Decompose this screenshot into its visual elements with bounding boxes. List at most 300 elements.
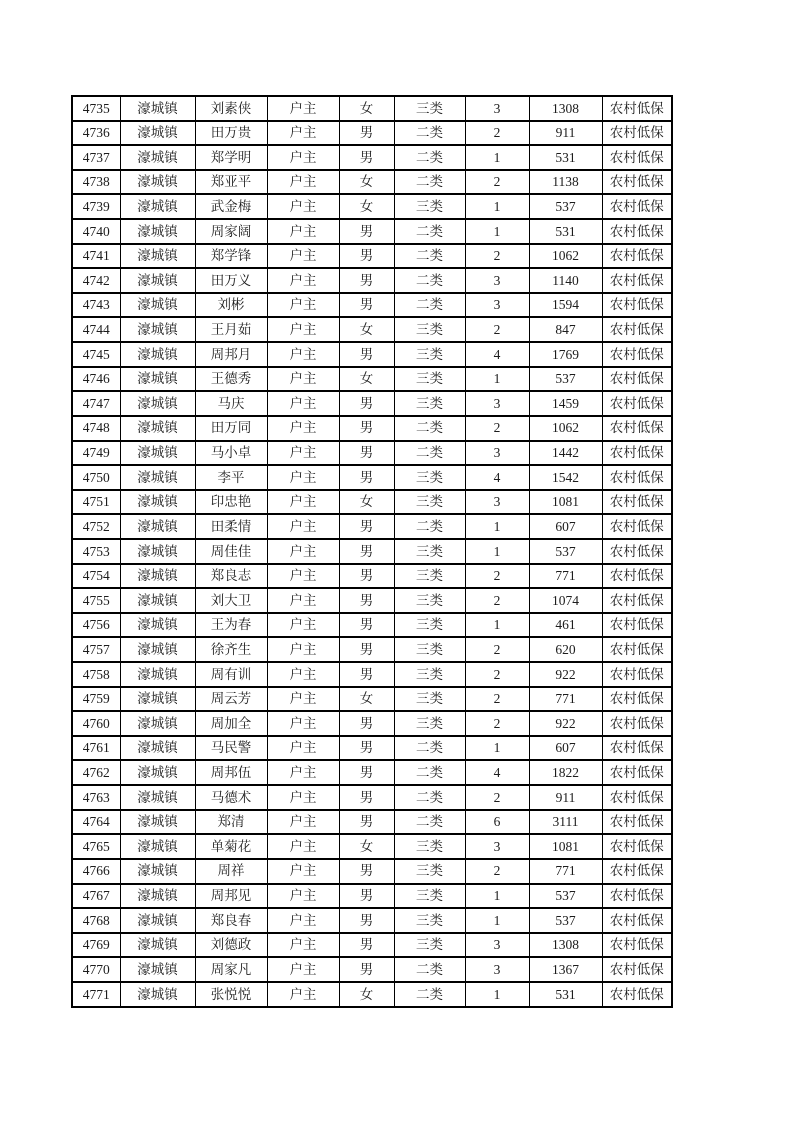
cell-household-size: 2 xyxy=(465,785,529,810)
cell-category: 二类 xyxy=(394,145,465,170)
cell-household-size: 2 xyxy=(465,170,529,195)
cell-town: 濠城镇 xyxy=(120,121,195,146)
cell-benefit-type: 农村低保 xyxy=(602,736,672,761)
cell-gender: 男 xyxy=(339,933,394,958)
cell-household-size: 2 xyxy=(465,244,529,269)
cell-household-size: 1 xyxy=(465,736,529,761)
cell-benefit-type: 农村低保 xyxy=(602,441,672,466)
cell-amount: 620 xyxy=(529,637,602,662)
cell-person-name: 郑学明 xyxy=(195,145,267,170)
cell-gender: 男 xyxy=(339,564,394,589)
cell-gender: 男 xyxy=(339,145,394,170)
cell-person-name: 李平 xyxy=(195,465,267,490)
table-row xyxy=(72,194,672,219)
cell-town: 濠城镇 xyxy=(120,933,195,958)
cell-town: 濠城镇 xyxy=(120,490,195,515)
cell-town: 濠城镇 xyxy=(120,884,195,909)
cell-category: 二类 xyxy=(394,760,465,785)
cell-person-name: 刘大卫 xyxy=(195,588,267,613)
cell-person-name: 王月茹 xyxy=(195,317,267,342)
cell-amount: 537 xyxy=(529,539,602,564)
cell-household-size: 2 xyxy=(465,662,529,687)
cell-person-name: 周有训 xyxy=(195,662,267,687)
cell-amount: 537 xyxy=(529,194,602,219)
cell-town: 濠城镇 xyxy=(120,736,195,761)
cell-gender: 男 xyxy=(339,268,394,293)
cell-category: 二类 xyxy=(394,219,465,244)
cell-serial-number: 4759 xyxy=(72,687,120,712)
cell-gender: 男 xyxy=(339,908,394,933)
table-row xyxy=(72,687,672,712)
cell-category: 二类 xyxy=(394,170,465,195)
cell-household-relation: 户主 xyxy=(267,317,339,342)
cell-serial-number: 4735 xyxy=(72,96,120,121)
cell-amount: 1769 xyxy=(529,342,602,367)
cell-person-name: 马民警 xyxy=(195,736,267,761)
cell-serial-number: 4737 xyxy=(72,145,120,170)
cell-category: 二类 xyxy=(394,293,465,318)
cell-person-name: 单菊花 xyxy=(195,834,267,859)
cell-amount: 1442 xyxy=(529,441,602,466)
cell-household-size: 2 xyxy=(465,588,529,613)
cell-amount: 911 xyxy=(529,121,602,146)
table-row xyxy=(72,957,672,982)
cell-gender: 女 xyxy=(339,170,394,195)
cell-household-relation: 户主 xyxy=(267,465,339,490)
cell-amount: 1308 xyxy=(529,96,602,121)
cell-amount: 537 xyxy=(529,884,602,909)
table-row xyxy=(72,810,672,835)
cell-benefit-type: 农村低保 xyxy=(602,121,672,146)
cell-town: 濠城镇 xyxy=(120,145,195,170)
cell-serial-number: 4761 xyxy=(72,736,120,761)
cell-household-relation: 户主 xyxy=(267,145,339,170)
cell-amount: 1822 xyxy=(529,760,602,785)
cell-town: 濠城镇 xyxy=(120,96,195,121)
cell-household-size: 2 xyxy=(465,121,529,146)
table-row xyxy=(72,785,672,810)
cell-person-name: 刘素侠 xyxy=(195,96,267,121)
cell-person-name: 田万义 xyxy=(195,268,267,293)
cell-household-size: 3 xyxy=(465,933,529,958)
cell-gender: 男 xyxy=(339,810,394,835)
cell-gender: 男 xyxy=(339,785,394,810)
cell-serial-number: 4771 xyxy=(72,982,120,1007)
cell-amount: 1062 xyxy=(529,416,602,441)
cell-amount: 1081 xyxy=(529,834,602,859)
cell-household-size: 2 xyxy=(465,687,529,712)
cell-category: 二类 xyxy=(394,982,465,1007)
table-row xyxy=(72,170,672,195)
cell-gender: 男 xyxy=(339,514,394,539)
cell-household-relation: 户主 xyxy=(267,982,339,1007)
cell-gender: 男 xyxy=(339,637,394,662)
cell-town: 濠城镇 xyxy=(120,293,195,318)
cell-amount: 771 xyxy=(529,564,602,589)
table-row xyxy=(72,96,672,121)
cell-category: 三类 xyxy=(394,711,465,736)
table-row xyxy=(72,367,672,392)
cell-category: 二类 xyxy=(394,785,465,810)
cell-gender: 女 xyxy=(339,982,394,1007)
cell-category: 二类 xyxy=(394,268,465,293)
cell-household-size: 3 xyxy=(465,490,529,515)
cell-gender: 女 xyxy=(339,834,394,859)
table-row xyxy=(72,662,672,687)
cell-household-relation: 户主 xyxy=(267,268,339,293)
cell-serial-number: 4769 xyxy=(72,933,120,958)
cell-household-size: 6 xyxy=(465,810,529,835)
cell-person-name: 郑学锋 xyxy=(195,244,267,269)
cell-household-size: 1 xyxy=(465,194,529,219)
cell-gender: 男 xyxy=(339,588,394,613)
cell-benefit-type: 农村低保 xyxy=(602,957,672,982)
cell-amount: 1542 xyxy=(529,465,602,490)
cell-town: 濠城镇 xyxy=(120,317,195,342)
cell-person-name: 刘德政 xyxy=(195,933,267,958)
table-row xyxy=(72,637,672,662)
cell-person-name: 武金梅 xyxy=(195,194,267,219)
cell-amount: 1138 xyxy=(529,170,602,195)
cell-gender: 男 xyxy=(339,662,394,687)
cell-town: 濠城镇 xyxy=(120,760,195,785)
cell-serial-number: 4768 xyxy=(72,908,120,933)
cell-person-name: 周加全 xyxy=(195,711,267,736)
cell-category: 三类 xyxy=(394,391,465,416)
cell-person-name: 郑清 xyxy=(195,810,267,835)
cell-category: 三类 xyxy=(394,96,465,121)
cell-household-size: 3 xyxy=(465,441,529,466)
cell-category: 三类 xyxy=(394,539,465,564)
cell-household-size: 1 xyxy=(465,219,529,244)
cell-person-name: 田柔情 xyxy=(195,514,267,539)
cell-person-name: 周家阔 xyxy=(195,219,267,244)
cell-town: 濠城镇 xyxy=(120,785,195,810)
cell-household-relation: 户主 xyxy=(267,736,339,761)
cell-category: 三类 xyxy=(394,933,465,958)
cell-amount: 1367 xyxy=(529,957,602,982)
cell-household-relation: 户主 xyxy=(267,588,339,613)
cell-household-relation: 户主 xyxy=(267,342,339,367)
table-row xyxy=(72,244,672,269)
cell-serial-number: 4744 xyxy=(72,317,120,342)
cell-amount: 461 xyxy=(529,613,602,638)
cell-amount: 1308 xyxy=(529,933,602,958)
cell-person-name: 郑良春 xyxy=(195,908,267,933)
cell-amount: 537 xyxy=(529,367,602,392)
cell-serial-number: 4741 xyxy=(72,244,120,269)
cell-household-relation: 户主 xyxy=(267,908,339,933)
cell-town: 濠城镇 xyxy=(120,687,195,712)
cell-gender: 男 xyxy=(339,884,394,909)
table-row xyxy=(72,760,672,785)
cell-benefit-type: 农村低保 xyxy=(602,391,672,416)
cell-benefit-type: 农村低保 xyxy=(602,564,672,589)
cell-category: 二类 xyxy=(394,736,465,761)
cell-serial-number: 4766 xyxy=(72,859,120,884)
cell-benefit-type: 农村低保 xyxy=(602,613,672,638)
table-row xyxy=(72,564,672,589)
cell-household-relation: 户主 xyxy=(267,170,339,195)
cell-amount: 1081 xyxy=(529,490,602,515)
cell-household-relation: 户主 xyxy=(267,96,339,121)
cell-person-name: 周家凡 xyxy=(195,957,267,982)
cell-household-relation: 户主 xyxy=(267,711,339,736)
cell-town: 濠城镇 xyxy=(120,588,195,613)
cell-serial-number: 4750 xyxy=(72,465,120,490)
cell-person-name: 徐齐生 xyxy=(195,637,267,662)
cell-serial-number: 4762 xyxy=(72,760,120,785)
cell-gender: 男 xyxy=(339,293,394,318)
cell-serial-number: 4738 xyxy=(72,170,120,195)
cell-household-relation: 户主 xyxy=(267,514,339,539)
cell-household-relation: 户主 xyxy=(267,244,339,269)
cell-serial-number: 4747 xyxy=(72,391,120,416)
table-row xyxy=(72,465,672,490)
cell-benefit-type: 农村低保 xyxy=(602,514,672,539)
cell-serial-number: 4767 xyxy=(72,884,120,909)
cell-person-name: 田万同 xyxy=(195,416,267,441)
cell-benefit-type: 农村低保 xyxy=(602,933,672,958)
cell-benefit-type: 农村低保 xyxy=(602,637,672,662)
cell-gender: 男 xyxy=(339,219,394,244)
cell-gender: 男 xyxy=(339,957,394,982)
cell-town: 濠城镇 xyxy=(120,219,195,244)
table-row xyxy=(72,539,672,564)
cell-household-size: 2 xyxy=(465,416,529,441)
cell-benefit-type: 农村低保 xyxy=(602,416,672,441)
cell-serial-number: 4745 xyxy=(72,342,120,367)
cell-amount: 531 xyxy=(529,982,602,1007)
table-row xyxy=(72,711,672,736)
cell-benefit-type: 农村低保 xyxy=(602,490,672,515)
cell-household-relation: 户主 xyxy=(267,785,339,810)
cell-town: 濠城镇 xyxy=(120,662,195,687)
cell-benefit-type: 农村低保 xyxy=(602,317,672,342)
cell-serial-number: 4765 xyxy=(72,834,120,859)
cell-town: 濠城镇 xyxy=(120,514,195,539)
cell-category: 三类 xyxy=(394,465,465,490)
table-row xyxy=(72,982,672,1007)
cell-household-size: 1 xyxy=(465,613,529,638)
cell-town: 濠城镇 xyxy=(120,170,195,195)
cell-amount: 531 xyxy=(529,145,602,170)
cell-household-size: 3 xyxy=(465,834,529,859)
cell-person-name: 刘彬 xyxy=(195,293,267,318)
cell-gender: 男 xyxy=(339,736,394,761)
table-row xyxy=(72,884,672,909)
cell-person-name: 张悦悦 xyxy=(195,982,267,1007)
cell-person-name: 周佳佳 xyxy=(195,539,267,564)
cell-person-name: 马小卓 xyxy=(195,441,267,466)
cell-amount: 3111 xyxy=(529,810,602,835)
cell-category: 二类 xyxy=(394,514,465,539)
cell-town: 濠城镇 xyxy=(120,637,195,662)
cell-person-name: 郑良志 xyxy=(195,564,267,589)
cell-household-size: 1 xyxy=(465,367,529,392)
cell-serial-number: 4757 xyxy=(72,637,120,662)
cell-household-size: 3 xyxy=(465,957,529,982)
cell-person-name: 王德秀 xyxy=(195,367,267,392)
cell-category: 三类 xyxy=(394,687,465,712)
cell-benefit-type: 农村低保 xyxy=(602,170,672,195)
table-row xyxy=(72,391,672,416)
table-row xyxy=(72,145,672,170)
cell-town: 濠城镇 xyxy=(120,367,195,392)
cell-town: 濠城镇 xyxy=(120,194,195,219)
cell-category: 三类 xyxy=(394,367,465,392)
cell-serial-number: 4770 xyxy=(72,957,120,982)
cell-household-relation: 户主 xyxy=(267,834,339,859)
cell-household-size: 3 xyxy=(465,268,529,293)
cell-gender: 男 xyxy=(339,711,394,736)
cell-household-size: 2 xyxy=(465,317,529,342)
cell-benefit-type: 农村低保 xyxy=(602,367,672,392)
cell-household-size: 1 xyxy=(465,514,529,539)
cell-town: 濠城镇 xyxy=(120,908,195,933)
table-row xyxy=(72,219,672,244)
cell-town: 濠城镇 xyxy=(120,342,195,367)
table-row xyxy=(72,416,672,441)
cell-household-size: 1 xyxy=(465,145,529,170)
cell-category: 二类 xyxy=(394,957,465,982)
cell-household-relation: 户主 xyxy=(267,490,339,515)
cell-benefit-type: 农村低保 xyxy=(602,219,672,244)
cell-serial-number: 4751 xyxy=(72,490,120,515)
cell-household-relation: 户主 xyxy=(267,367,339,392)
cell-serial-number: 4746 xyxy=(72,367,120,392)
cell-person-name: 周云芳 xyxy=(195,687,267,712)
cell-serial-number: 4763 xyxy=(72,785,120,810)
cell-benefit-type: 农村低保 xyxy=(602,908,672,933)
cell-serial-number: 4764 xyxy=(72,810,120,835)
cell-benefit-type: 农村低保 xyxy=(602,342,672,367)
cell-household-relation: 户主 xyxy=(267,293,339,318)
cell-category: 三类 xyxy=(394,884,465,909)
cell-benefit-type: 农村低保 xyxy=(602,884,672,909)
cell-serial-number: 4742 xyxy=(72,268,120,293)
cell-category: 三类 xyxy=(394,859,465,884)
cell-serial-number: 4736 xyxy=(72,121,120,146)
cell-benefit-type: 农村低保 xyxy=(602,96,672,121)
cell-town: 濠城镇 xyxy=(120,465,195,490)
cell-town: 濠城镇 xyxy=(120,539,195,564)
cell-category: 二类 xyxy=(394,441,465,466)
cell-category: 三类 xyxy=(394,342,465,367)
cell-household-relation: 户主 xyxy=(267,194,339,219)
cell-household-size: 1 xyxy=(465,884,529,909)
cell-household-relation: 户主 xyxy=(267,859,339,884)
cell-household-relation: 户主 xyxy=(267,957,339,982)
cell-category: 三类 xyxy=(394,834,465,859)
cell-benefit-type: 农村低保 xyxy=(602,244,672,269)
cell-amount: 771 xyxy=(529,687,602,712)
table-row xyxy=(72,268,672,293)
cell-category: 三类 xyxy=(394,613,465,638)
table-row xyxy=(72,317,672,342)
table-row xyxy=(72,293,672,318)
table-row xyxy=(72,736,672,761)
cell-town: 濠城镇 xyxy=(120,613,195,638)
cell-town: 濠城镇 xyxy=(120,957,195,982)
cell-amount: 607 xyxy=(529,736,602,761)
table-row xyxy=(72,613,672,638)
cell-benefit-type: 农村低保 xyxy=(602,662,672,687)
cell-household-size: 2 xyxy=(465,859,529,884)
cell-category: 二类 xyxy=(394,416,465,441)
table-row xyxy=(72,342,672,367)
cell-household-size: 4 xyxy=(465,760,529,785)
cell-category: 三类 xyxy=(394,564,465,589)
cell-household-relation: 户主 xyxy=(267,662,339,687)
cell-benefit-type: 农村低保 xyxy=(602,834,672,859)
cell-household-relation: 户主 xyxy=(267,760,339,785)
cell-household-size: 1 xyxy=(465,539,529,564)
cell-household-relation: 户主 xyxy=(267,933,339,958)
benefits-roster-table xyxy=(71,95,673,1008)
cell-gender: 男 xyxy=(339,760,394,785)
cell-person-name: 田万贵 xyxy=(195,121,267,146)
cell-serial-number: 4752 xyxy=(72,514,120,539)
cell-serial-number: 4755 xyxy=(72,588,120,613)
cell-household-size: 2 xyxy=(465,637,529,662)
cell-person-name: 周邦伍 xyxy=(195,760,267,785)
cell-household-size: 2 xyxy=(465,711,529,736)
cell-category: 二类 xyxy=(394,121,465,146)
cell-gender: 男 xyxy=(339,539,394,564)
cell-benefit-type: 农村低保 xyxy=(602,293,672,318)
cell-gender: 女 xyxy=(339,194,394,219)
cell-gender: 女 xyxy=(339,96,394,121)
cell-amount: 847 xyxy=(529,317,602,342)
cell-household-size: 3 xyxy=(465,391,529,416)
cell-household-size: 2 xyxy=(465,564,529,589)
cell-amount: 922 xyxy=(529,711,602,736)
cell-gender: 男 xyxy=(339,244,394,269)
cell-amount: 1062 xyxy=(529,244,602,269)
cell-serial-number: 4760 xyxy=(72,711,120,736)
cell-gender: 男 xyxy=(339,465,394,490)
table-row xyxy=(72,490,672,515)
cell-person-name: 印忠艳 xyxy=(195,490,267,515)
cell-person-name: 郑亚平 xyxy=(195,170,267,195)
cell-serial-number: 4739 xyxy=(72,194,120,219)
cell-person-name: 周邦月 xyxy=(195,342,267,367)
cell-category: 二类 xyxy=(394,244,465,269)
cell-category: 三类 xyxy=(394,588,465,613)
cell-household-relation: 户主 xyxy=(267,613,339,638)
cell-amount: 537 xyxy=(529,908,602,933)
cell-category: 三类 xyxy=(394,490,465,515)
cell-household-size: 3 xyxy=(465,293,529,318)
table-row xyxy=(72,933,672,958)
cell-gender: 女 xyxy=(339,687,394,712)
cell-benefit-type: 农村低保 xyxy=(602,588,672,613)
cell-household-size: 4 xyxy=(465,342,529,367)
cell-benefit-type: 农村低保 xyxy=(602,785,672,810)
table-row xyxy=(72,908,672,933)
cell-town: 濠城镇 xyxy=(120,391,195,416)
cell-household-relation: 户主 xyxy=(267,539,339,564)
table-row xyxy=(72,121,672,146)
cell-gender: 男 xyxy=(339,342,394,367)
cell-serial-number: 4740 xyxy=(72,219,120,244)
cell-serial-number: 4753 xyxy=(72,539,120,564)
cell-town: 濠城镇 xyxy=(120,564,195,589)
cell-benefit-type: 农村低保 xyxy=(602,465,672,490)
cell-category: 三类 xyxy=(394,662,465,687)
cell-town: 濠城镇 xyxy=(120,244,195,269)
